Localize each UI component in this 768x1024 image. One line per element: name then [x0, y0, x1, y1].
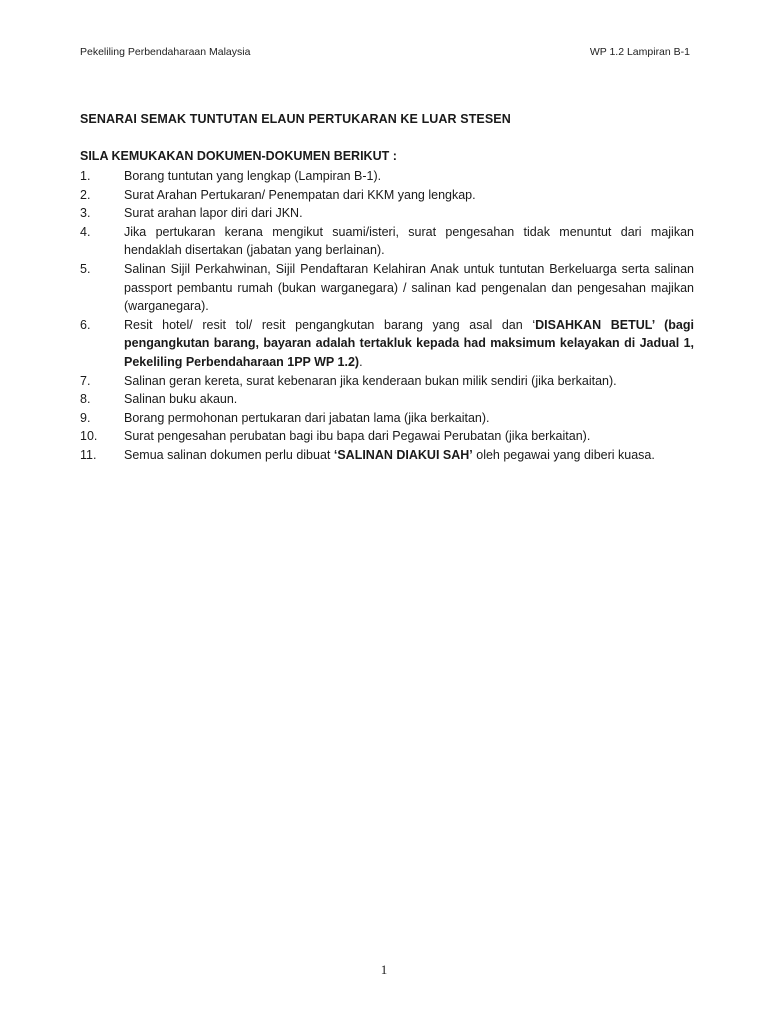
item-text	[124, 446, 694, 465]
item-text: Salinan buku akaun.	[124, 392, 238, 407]
list-item	[80, 372, 694, 391]
item-number: 9.	[80, 410, 91, 425]
list-item	[80, 390, 694, 409]
item-text: Surat arahan lapor diri dari JKN.	[124, 206, 303, 221]
item-text: Surat Arahan Pertukaran/ Penempatan dari KKM yang lengkap.	[124, 187, 476, 202]
checklist	[80, 167, 694, 465]
item-number: 1.	[80, 169, 91, 183]
list-item	[80, 260, 694, 316]
item-number: 3.	[80, 206, 91, 221]
item-text: Borang tuntutan yang lengkap (Lampiran B-1).	[124, 169, 382, 183]
item-text-bold: DISAHKAN BETUL’ (bagi pengangkutan barang, bayaran adalah tertakluk kepada had maksimum kelayakan di Jadual 1, Pekeliling Perbendaharaan 1PP WP 1.2)	[124, 317, 694, 369]
item-text	[124, 316, 694, 372]
item-number: 2.	[80, 187, 91, 202]
document-subtitle: SILA KEMUKAKAN DOKUMEN-DOKUMEN BERIKUT :	[80, 149, 397, 163]
page-number: 1	[380, 962, 388, 977]
list-item	[80, 186, 694, 205]
list-item	[80, 316, 694, 372]
item-number: 8.	[80, 392, 91, 407]
document-title: SENARAI SEMAK TUNTUTAN ELAUN PERTUKARAN KE LUAR STESEN	[80, 112, 511, 126]
item-text: Surat pengesahan perubatan bagi ibu bapa dari Pegawai Perubatan (jika berkaitan).	[124, 429, 591, 444]
item-text: Salinan geran kereta, surat kebenaran jika kenderaan bukan milik sendiri (jika berkaitan).	[124, 373, 617, 388]
item-text-after: .	[359, 354, 363, 369]
list-item	[80, 446, 694, 465]
header-left-text: Pekeliling Perbendaharaan Malaysia	[80, 46, 251, 58]
item-number: 10.	[80, 429, 98, 444]
page-header	[80, 46, 690, 58]
list-item	[80, 204, 694, 223]
list-item	[80, 167, 694, 186]
item-text: Borang permohonan pertukaran dari jabatan lama (jika berkaitan).	[124, 410, 490, 425]
item-number: 5.	[80, 261, 91, 276]
item-text: Salinan Sijil Perkahwinan, Sijil Pendaftaran Kelahiran Anak untuk tuntutan Berkeluarga serta salinan passport pembantu rumah (bukan warganegara) / salinan kad pengenalan dan pengesahan majikan (warganegara).	[124, 261, 694, 314]
item-number: 11.	[80, 447, 97, 462]
header-right-text: WP 1.2 Lampiran B-1	[589, 46, 690, 58]
item-number: 7.	[80, 373, 91, 388]
item-text-before: Semua salinan dokumen perlu dibuat	[124, 447, 334, 462]
item-text-bold: ‘SALINAN DIAKUI SAH’	[333, 447, 473, 462]
list-item	[80, 409, 694, 428]
list-item	[80, 223, 694, 260]
item-number: 4.	[80, 224, 91, 239]
item-text-before: Resit hotel/ resit tol/ resit pengangkutan barang yang asal dan ‘	[124, 317, 536, 332]
item-text: Jika pertukaran kerana mengikut suami/isteri, surat pengesahan tidak menuntut dari majikan hendaklah disertakan (jabatan yang berlainan).	[124, 224, 694, 258]
item-number: 6.	[80, 317, 91, 332]
item-text-after: oleh pegawai yang diberi kuasa.	[472, 447, 655, 462]
list-item	[80, 427, 694, 446]
